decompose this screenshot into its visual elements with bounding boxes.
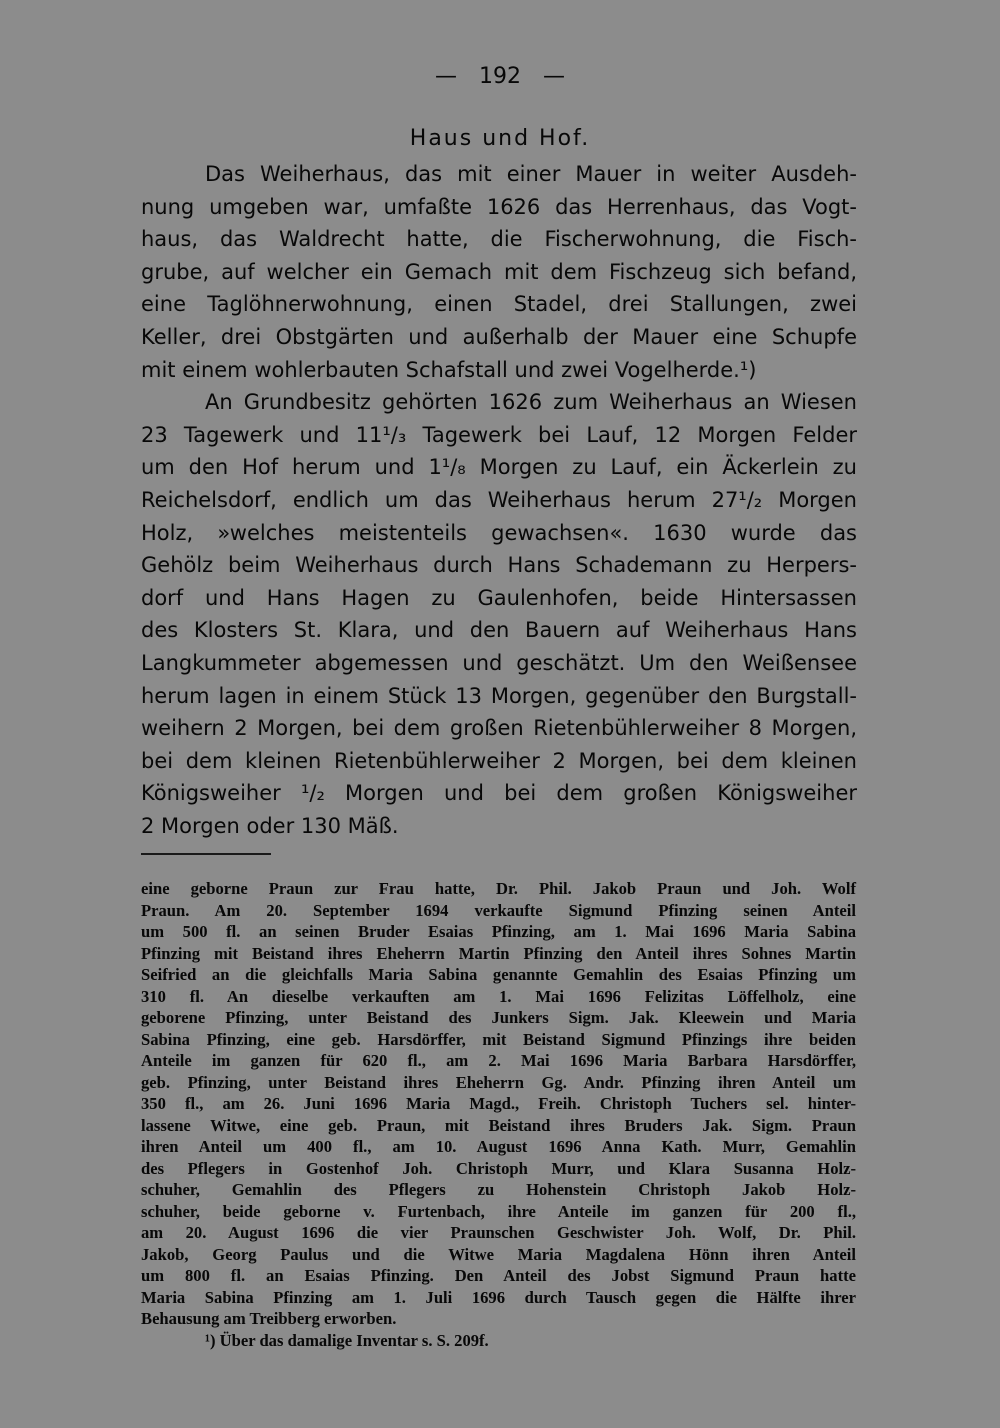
footnote-line: geb. Pfinzing, unter Beistand ihres Eheherrn Gg. Andr. Pfinzing ihren Anteil um — [141, 1072, 856, 1092]
footnote-line: um 500 fl. an seinen Bruder Esaias Pfinzing, am 1. Mai 1696 Maria Sabina — [141, 922, 856, 941]
body-line: Gehölz beim Weiherhaus durch Hans Schademann zu Herpers- — [141, 553, 857, 578]
body-line: 23 Tagewerk und 11¹/₃ Tagewerk bei Lauf, 12 Morgen Felder — [141, 422, 857, 447]
body-line: 2 Morgen oder 130 Mäß. — [141, 813, 399, 838]
header-left-dash: — — [435, 64, 457, 89]
page-number: 192 — [479, 64, 521, 89]
body-line: Königsweiher ¹/₂ Morgen und bei dem großen Königsweiher — [141, 781, 857, 806]
header-right-dash: — — [543, 64, 565, 89]
body-line: dorf und Hans Hagen zu Gaulenhofen, beide Hintersassen — [141, 585, 857, 610]
footnote-line: Anteile im ganzen für 620 fl., am 2. Mai 1696 Maria Barbara Harsdörffer, — [141, 1051, 856, 1070]
footnote-line: 310 fl. An dieselbe verkauften am 1. Mai 1696 Felizitas Löffelholz, eine — [141, 986, 856, 1006]
body-line: nung umgeben war, umfaßte 1626 das Herrenhaus, das Vogt- — [141, 194, 857, 219]
footnote-separator — [141, 853, 271, 855]
body-line: An Grundbesitz gehörten 1626 zum Weiherhaus an Wiesen — [205, 390, 857, 415]
footnote-line: Praun. Am 20. September 1694 verkaufte Sigmund Pfinzing seinen Anteil — [141, 900, 856, 920]
main-body-text — [141, 158, 857, 842]
footnotes — [141, 878, 856, 1351]
footnote-line: Pfinzing mit Beistand ihres Eheherrn Martin Pfinzing den Anteil ihres Sohnes Martin — [141, 943, 856, 963]
footnote-line: schuher, beide geborne v. Furtenbach, ihre Anteile im ganzen für 200 fl., — [141, 1201, 856, 1221]
footnote-line: Maria Sabina Pfinzing am 1. Juli 1696 durch Tausch gegen die Hälfte ihrer — [141, 1287, 856, 1307]
body-line: mit einem wohlerbauten Schafstall und zwei Vogelherde.¹) — [141, 357, 757, 382]
body-line: Reichelsdorf, endlich um das Weiherhaus herum 27¹/₂ Morgen — [141, 487, 857, 512]
footnote-line: schuher, Gemahlin des Pflegers zu Hohenstein Christoph Jakob Holz- — [141, 1180, 856, 1199]
body-line: um den Hof herum und 1¹/₈ Morgen zu Lauf, ein Äckerlein zu — [141, 455, 857, 480]
body-line: eine Taglöhnerwohnung, einen Stadel, drei Stallungen, zwei — [141, 292, 857, 317]
footnote-line: ¹) Über das damalige Inventar s. S. 209f. — [205, 1330, 489, 1350]
page-header — [0, 64, 1000, 89]
body-line: weihern 2 Morgen, bei dem großen Rietenbühlerweiher 8 Morgen, — [141, 716, 857, 741]
footnote-line: Jakob, Georg Paulus und die Witwe Maria Magdalena Hönn ihren Anteil — [141, 1244, 856, 1264]
footnote-line: am 20. August 1696 die vier Praunschen Geschwister Joh. Wolf, Dr. Phil. — [141, 1223, 856, 1242]
footnote-line: Sabina Pfinzing, eine geb. Harsdörffer, mit Beistand Sigmund Pfinzings ihre beiden — [141, 1029, 856, 1049]
body-line: des Klosters St. Klara, und den Bauern auf Weiherhaus Hans — [141, 618, 857, 643]
body-line: herum lagen in einem Stück 13 Morgen, gegenüber den Burgstall- — [141, 683, 857, 708]
body-line: bei dem kleinen Rietenbühlerweiher 2 Morgen, bei dem kleinen — [141, 748, 857, 773]
footnote-line: lassene Witwe, eine geb. Praun, mit Beistand ihres Bruders Jak. Sigm. Praun — [141, 1115, 856, 1135]
footnote-line: Seifried an die gleichfalls Maria Sabina genannte Gemahlin des Esaias Pfinzing um — [141, 965, 856, 984]
body-line: Holz, »welches meistenteils gewachsen«. 1630 wurde das — [141, 520, 857, 545]
footnote-line: ihren Anteil um 400 fl., am 10. August 1696 Anna Kath. Murr, Gemahlin — [141, 1137, 856, 1156]
body-line: Das Weiherhaus, das mit einer Mauer in weiter Ausdeh- — [205, 162, 857, 186]
body-line: haus, das Waldrecht hatte, die Fischerwohnung, die Fisch- — [141, 227, 857, 252]
footnote-line: Behausung am Treibberg erworben. — [141, 1309, 397, 1328]
footnote-line: des Pflegers in Gostenhof Joh. Christoph Murr, und Klara Susanna Holz- — [141, 1158, 856, 1178]
footnote-line: eine geborne Praun zur Frau hatte, Dr. Phil. Jakob Praun und Joh. Wolf — [141, 879, 856, 898]
body-line: grube, auf welcher ein Gemach mit dem Fischzeug sich befand, — [141, 259, 857, 284]
body-line: Langkummeter abgemessen und geschätzt. Um den Weißensee — [141, 650, 857, 675]
body-line: Keller, drei Obstgärten und außerhalb der Mauer eine Schupfe — [141, 324, 857, 349]
footnote-line: um 800 fl. an Esaias Pfinzing. Den Anteil des Jobst Sigmund Praun hatte — [141, 1266, 856, 1285]
section-title: Haus und Hof. — [409, 126, 591, 151]
footnote-line: 350 fl., am 26. Juni 1696 Maria Magd., Freih. Christoph Tuchers sel. hinter- — [141, 1094, 856, 1113]
footnote-line: geborene Pfinzing, unter Beistand des Junkers Sigm. Jak. Kleewein und Maria — [141, 1008, 856, 1027]
